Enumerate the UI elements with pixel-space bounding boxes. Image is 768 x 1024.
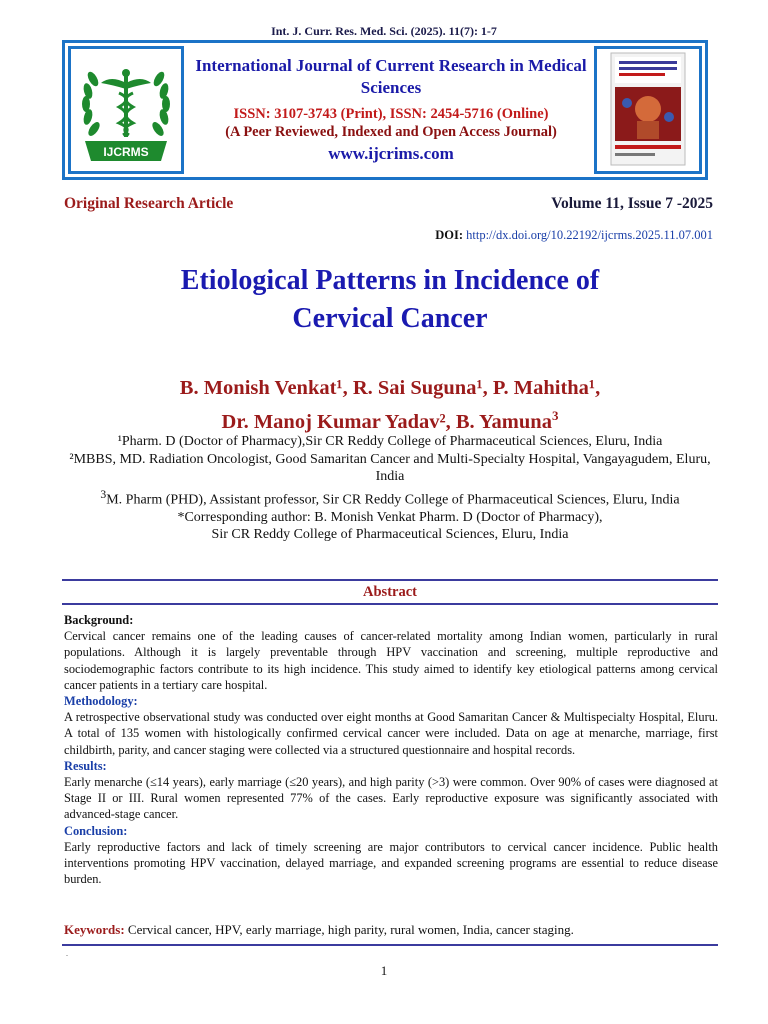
- abstract-rule-bottom: [62, 944, 718, 946]
- title-line-1: Etiological Patterns in Incidence of: [180, 265, 600, 296]
- authors-line-2-text: Dr. Manoj Kumar Yadav², B. Yamuna: [221, 410, 552, 433]
- journal-logo: [68, 46, 184, 174]
- affiliation-1: ¹Pharm. D (Doctor of Pharmacy),Sir CR Reddy College of Pharmaceutical Sciences, Eluru, India: [117, 434, 663, 449]
- footnote-marker: .: [66, 949, 68, 958]
- journal-name: International Journal of Current Research in Medical Sciences: [195, 56, 587, 97]
- article-title: [60, 262, 720, 338]
- journal-cover-thumbnail: [594, 46, 702, 174]
- background-text: Cervical cancer remains one of the leading causes of cancer-related mortality among Indian women, particularly in rural populations. Although it is largely preventable through HPV vaccination and screening, multiple reproductive and sociodemographic factors contribute to its high incidence. This study aimed to identify key etiological patterns among cervical cancer patients in a tertiary care hospital.: [64, 629, 718, 692]
- affiliations: [62, 433, 718, 544]
- doi-line: [435, 228, 713, 243]
- corresponding-author-line-2: Sir CR Reddy College of Pharmaceutical Sciences, Eluru, India: [211, 527, 569, 543]
- doi-link[interactable]: http://dx.doi.org/10.22192/ijcrms.2025.11.07.001: [466, 228, 713, 242]
- results-heading: Results:: [64, 758, 107, 773]
- journal-header: [62, 40, 708, 180]
- authors-line-2-sup: 3: [551, 408, 559, 423]
- conclusion-text: Early reproductive factors and lack of timely screening are major contributors to cervical cancer incidence. Public health interventions promoting HPV vaccination, delayed marriage, and expanded screening programs are essential to reduce disease burden.: [64, 839, 718, 887]
- authors-line-1: B. Monish Venkat¹, R. Sai Suguna¹, P. Mahitha¹,: [179, 377, 601, 399]
- peer-review-line: (A Peer Reviewed, Indexed and Open Access Journal): [225, 124, 557, 140]
- caduceus-logo-icon: [71, 49, 181, 171]
- methodology-heading: Methodology:: [64, 694, 138, 709]
- results-text: Early menarche (≤14 years), early marriage (≤20 years), and high parity (>3) were common. Over 90% of cases were diagnosed at Stage II or III. Rural women represented 77% of the cases. Early reproductive exposure was significantly associated with advanced-stage cancer.: [64, 775, 718, 822]
- affiliation-2: ²MBBS, MD. Radiation Oncologist, Good Samaritan Cancer and Multi-Specialty Hospital, Vangayagudem, Eluru, India: [69, 451, 711, 484]
- keywords-line: [64, 922, 718, 938]
- keywords-label: Keywords:: [64, 922, 125, 937]
- abstract-heading: Abstract: [363, 584, 417, 600]
- methodology-text: A retrospective observational study was conducted over eight months at Good Samaritan Cancer & Multispecialty Hospital, Eluru. A total of 135 women with histologically confirmed cervical cancer were included. Data on age at menarche, marriage, first childbirth, parity, and cancer staging were collected via a structured questionnaire and hospital records.: [64, 710, 718, 757]
- journal-cover-icon: [597, 49, 699, 171]
- journal-citation: Int. J. Curr. Res. Med. Sci. (2025). 11(7): 1-7: [271, 24, 497, 38]
- affiliation-3-text: M. Pharm (PHD), Assistant professor, Sir CR Reddy College of Pharmaceutical Sciences, Eluru, India: [106, 492, 680, 508]
- journal-website-link[interactable]: www.ijcrims.com: [328, 144, 454, 163]
- keywords-text: Cervical cancer, HPV, early marriage, high parity, rural women, India, cancer staging.: [124, 922, 574, 937]
- affiliation-3-sup: 3: [100, 487, 107, 501]
- abstract-rule-mid: [62, 603, 718, 605]
- abstract-body: [64, 612, 718, 887]
- authors-line-2: [60, 402, 720, 436]
- author-list: [60, 374, 720, 436]
- page-number: 1: [380, 963, 388, 978]
- corresponding-author-line-1: *Corresponding author: B. Monish Venkat Pharm. D (Doctor of Pharmacy),: [177, 509, 603, 525]
- title-line-2: Cervical Cancer: [292, 303, 488, 334]
- doi-label: DOI:: [435, 228, 463, 242]
- issn-line: ISSN: 3107-3743 (Print), ISSN: 2454-5716 (Online): [233, 106, 549, 122]
- logo-text: IJCRMS: [103, 145, 149, 159]
- background-heading: Background:: [64, 613, 134, 627]
- journal-header-text: [193, 55, 589, 165]
- affiliation-3: [62, 486, 718, 509]
- abstract-rule-top: [62, 579, 718, 581]
- conclusion-heading: Conclusion:: [64, 823, 128, 838]
- article-type-label: Original Research Article: [64, 195, 234, 212]
- volume-issue-label: Volume 11, Issue 7 -2025: [551, 195, 713, 212]
